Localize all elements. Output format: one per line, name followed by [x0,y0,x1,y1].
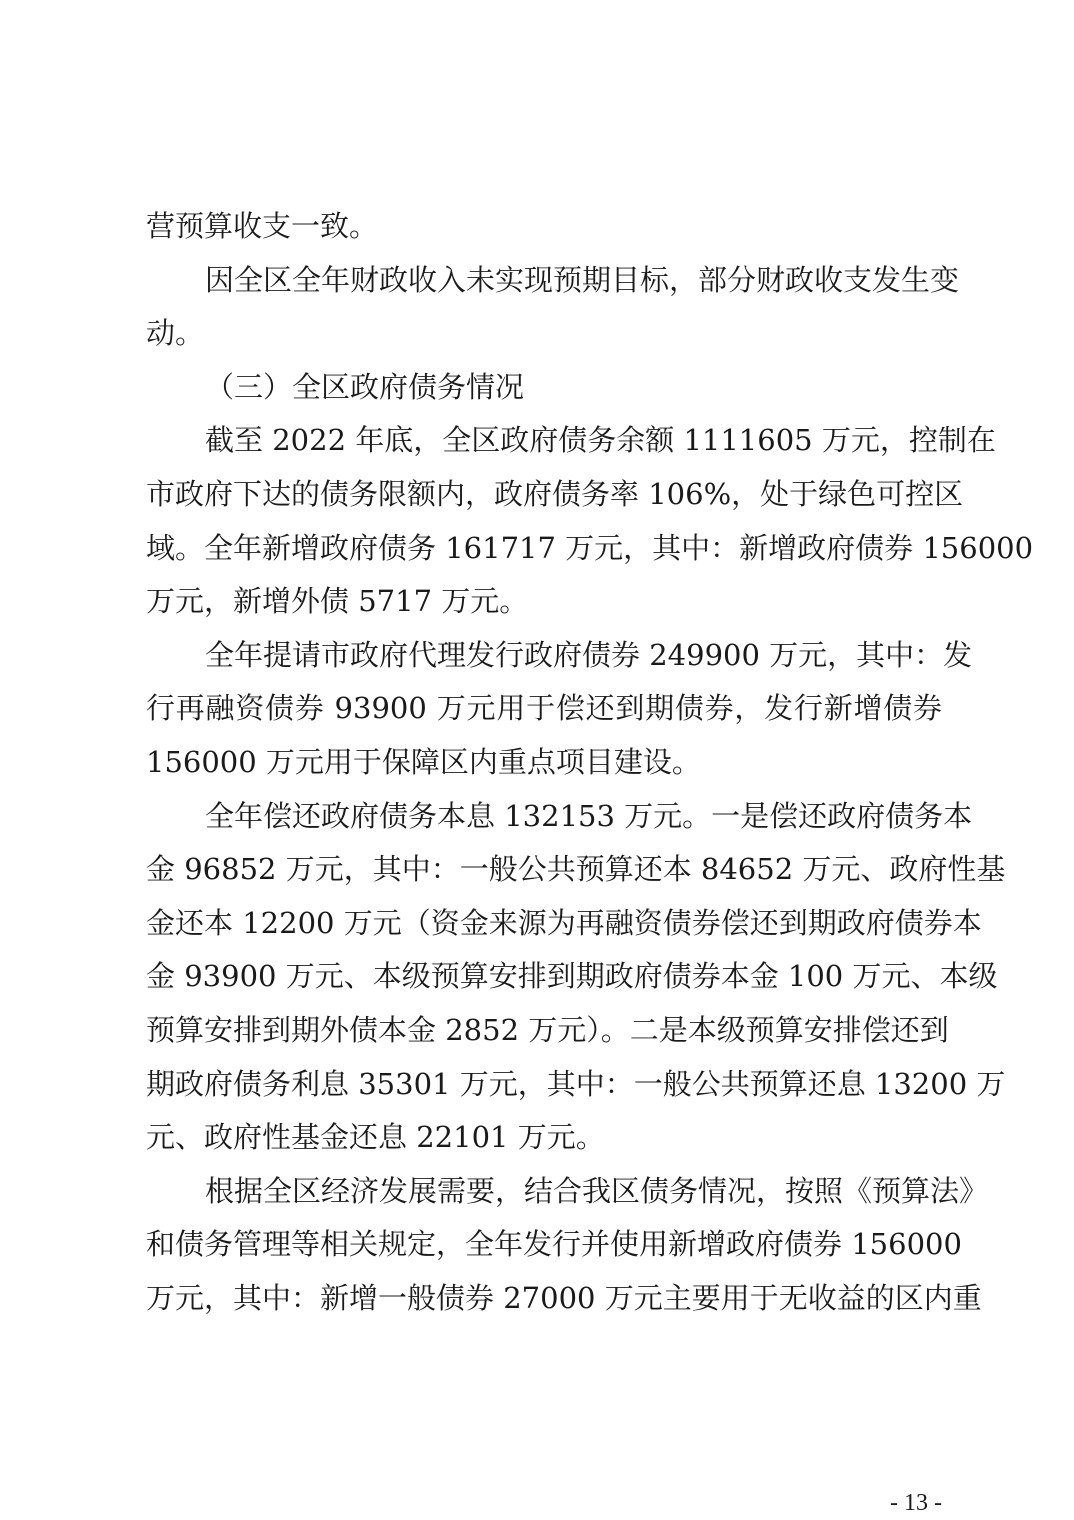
text-line: 万元，新增外债 5717 万元。 [146,584,529,618]
text-line: 期政府债务利息 35301 万元，其中：一般公共预算还息 13200 万 [146,1067,1006,1101]
text-line: 预算安排到期外债本金 2852 万元）。二是本级预算安排偿还到 [146,1013,949,1047]
text-line: 万元，其中：新增一般债券 27000 万元主要用于无收益的区内重 [146,1281,982,1315]
text-line: 金 96852 万元，其中：一般公共预算还本 84652 万元、政府性基 [146,852,1006,886]
text-line: 市政府下达的债务限额内，政府债务率 106%，处于绿色可控区 [146,477,964,511]
text-line: 全年偿还政府债务本息 132153 万元。一是偿还政府债务本 [205,799,973,833]
text-line: 全年提请市政府代理发行政府债券 249900 万元，其中：发 [205,638,973,672]
text-line: 营预算收支一致。 [146,209,379,243]
text-line: 截至 2022 年底，全区政府债务余额 1111605 万元，控制在 [205,423,996,457]
text-line: 根据全区经济发展需要，结合我区债务情况，按照《预算法》 [205,1174,989,1208]
text-line: 域。全年新增政府债务 161717 万元，其中：新增政府债券 156000 [146,531,1034,565]
text-line: 元、政府性基金还息 22101 万元。 [146,1120,605,1154]
text-line: 行再融资债券 93900 万元用于偿还到期债券，发行新增债券 [146,691,942,725]
text-line: 动。 [146,316,205,350]
text-line: 156000 万元用于保障区内重点项目建设。 [146,745,701,779]
text-line: 因全区全年财政收入未实现预期目标，部分财政收支发生变 [205,263,960,297]
page-number: - 13 - [890,1490,942,1516]
text-line: 金 93900 万元、本级预算安排到期政府债券本金 100 万元、本级 [146,959,998,993]
text-line: 金还本 12200 万元（资金来源为再融资债券偿还到期政府债券本 [146,906,982,940]
section-heading: （三）全区政府债务情况 [205,370,525,404]
text-line: 和债务管理等相关规定，全年发行并使用新增政府债券 156000 [146,1227,962,1261]
